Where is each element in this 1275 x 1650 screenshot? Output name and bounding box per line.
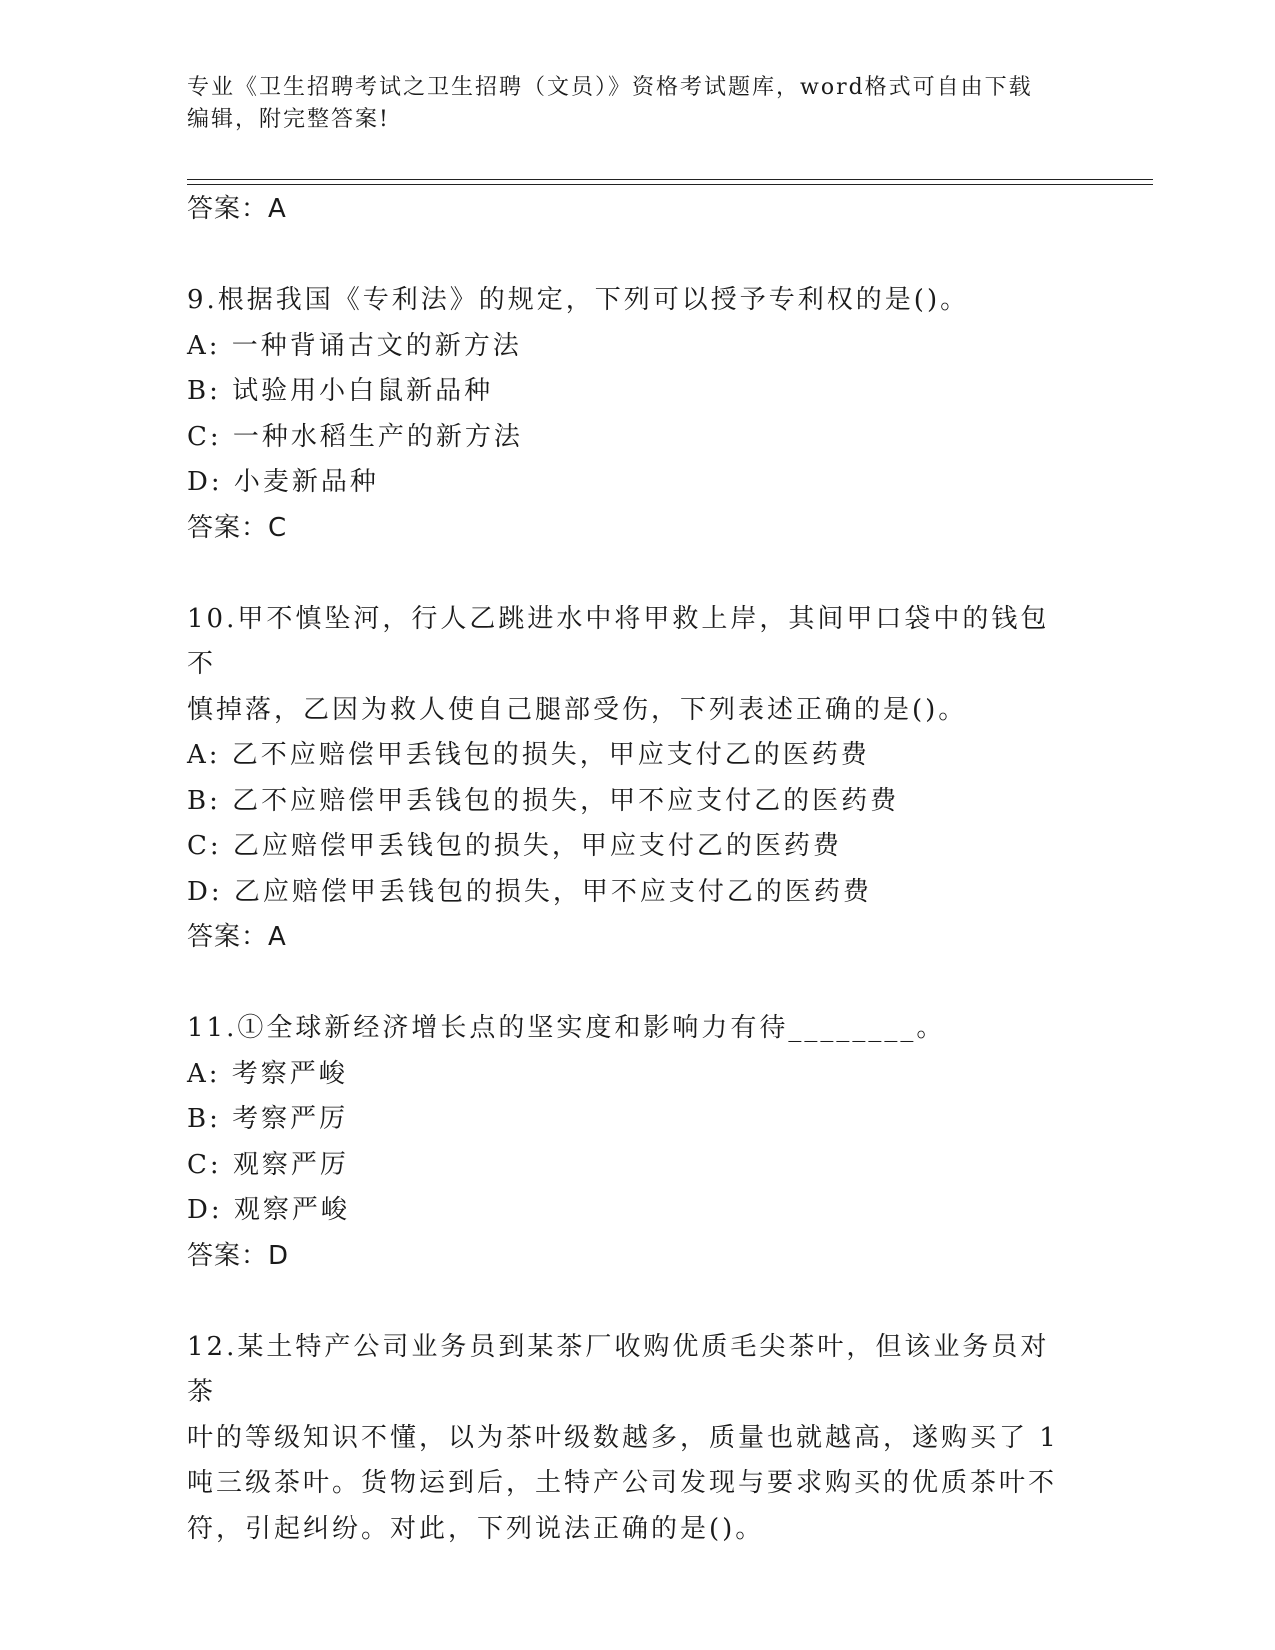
option-c: C: 一种水稻生产的新方法 [187, 421, 523, 452]
question-text-line-2: 叶的等级知识不懂，以为茶叶级数越多，质量也就越高，遂购买了 1 [187, 1422, 1059, 1453]
option-a: A: 乙不应赔偿甲丢钱包的损失，甲应支付乙的医药费 [187, 740, 870, 770]
spacer [187, 233, 1067, 279]
option-c: C: 乙应赔偿甲丢钱包的损失，甲应支付乙的医药费 [187, 831, 842, 861]
spacer [187, 551, 1067, 597]
answer-label: 答案：D [187, 1240, 290, 1271]
option-c: C: 观察严厉 [187, 1149, 349, 1180]
header-line-2: 编辑，附完整答案! [187, 107, 390, 132]
spacer [187, 961, 1067, 1007]
option-b: B: 考察严厉 [187, 1104, 349, 1134]
option-d: D: 乙应赔偿甲丢钱包的损失，甲不应支付乙的医药费 [187, 876, 872, 907]
option-a: A: 考察严峻 [187, 1058, 348, 1089]
question-12 [187, 1325, 1067, 1553]
question-text-line-2: 慎掉落，乙因为救人使自己腿部受伤，下列表述正确的是()。 [187, 694, 968, 725]
question-text-line-3: 吨三级茶叶。货物运到后，土特产公司发现与要求购买的优质茶叶不 [187, 1468, 1058, 1498]
option-b: B: 试验用小白鼠新品种 [187, 376, 494, 406]
option-a: A: 一种背诵古文的新方法 [187, 330, 522, 361]
question-11 [187, 1006, 1067, 1279]
question-list [187, 187, 1067, 1552]
question-text: 11.①全球新经济增长点的坚实度和影响力有待________。 [187, 1013, 946, 1043]
spacer [187, 1279, 1067, 1325]
option-b: B: 乙不应赔偿甲丢钱包的损失，甲不应支付乙的医药费 [187, 785, 900, 816]
answer-label: 答案：A [187, 922, 287, 952]
header-line-1: 专业《卫生招聘考试之卫生招聘（文员）》资格考试题库，word格式可自由下载 [187, 75, 1033, 100]
question-text-line-4: 符，引起纠纷。对此，下列说法正确的是()。 [187, 1513, 765, 1544]
header-divider-bottom [187, 184, 1153, 185]
question-9 [187, 278, 1067, 551]
document-header [187, 72, 1067, 136]
option-d: D: 观察严峻 [187, 1195, 350, 1225]
header-divider-top [187, 179, 1153, 180]
question-text-line-1: 10.甲不慎坠河，行人乙跳进水中将甲救上岸，其间甲口袋中的钱包不 [187, 603, 1050, 679]
answer-label: 答案：A [187, 194, 287, 224]
option-d: D: 小麦新品种 [187, 467, 379, 497]
answer-label: 答案：C [187, 512, 288, 543]
question-text-line-1: 12.某土特产公司业务员到某茶厂收购优质毛尖茶叶，但该业务员对茶 [187, 1331, 1050, 1407]
question-10 [187, 597, 1067, 961]
question-text: 9.根据我国《专利法》的规定，下列可以授予专利权的是()。 [187, 285, 970, 315]
